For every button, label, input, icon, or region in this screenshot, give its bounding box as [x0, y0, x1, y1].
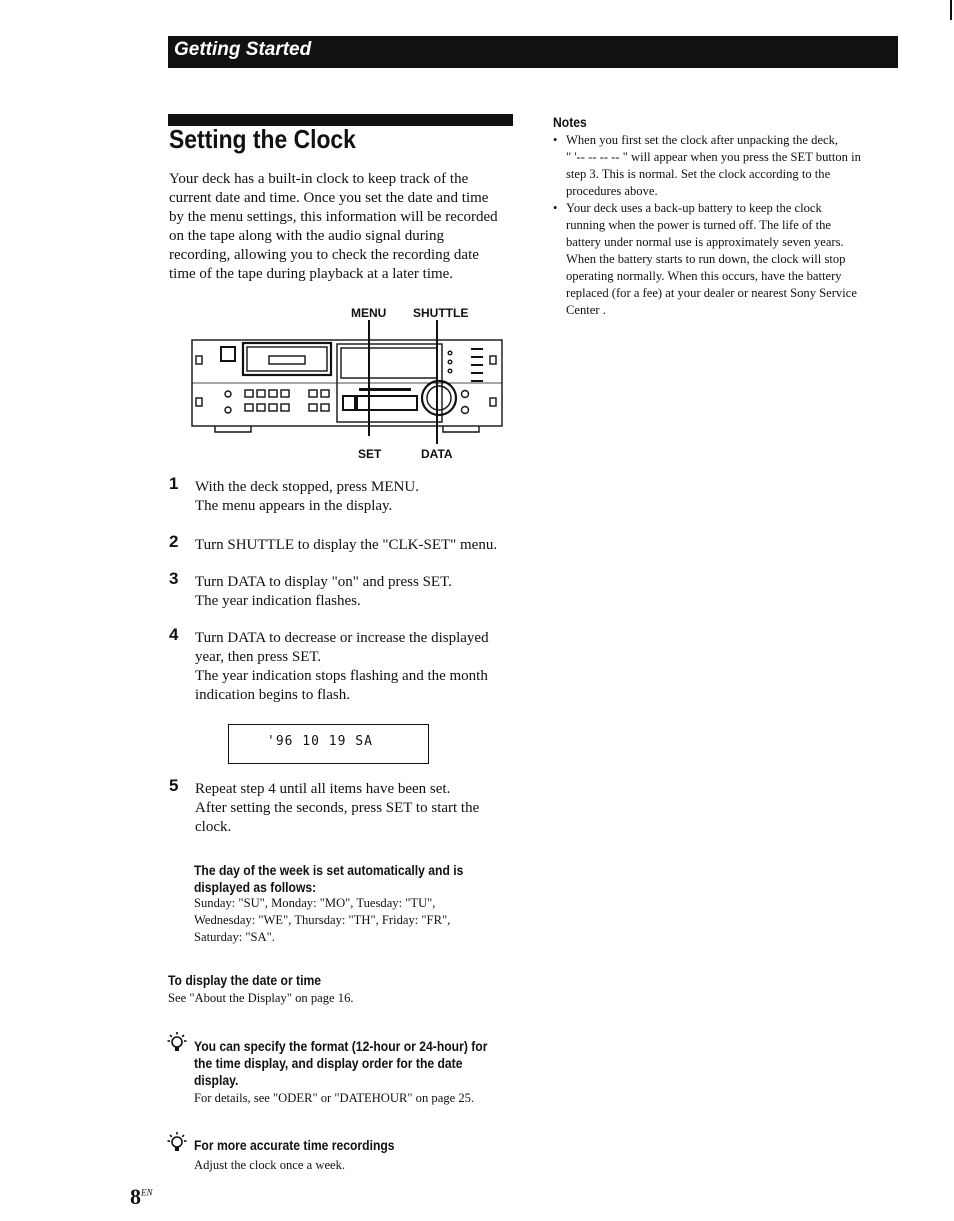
step-text — [195, 573, 452, 611]
intro-line: time of the tape during playback at a later time. — [169, 265, 454, 282]
step-number: 1 — [169, 474, 179, 493]
note-line: operating normally. When this occurs, have the battery — [566, 269, 842, 283]
label-shuttle: SHUTTLE — [413, 306, 469, 320]
note-line: procedures above. — [566, 184, 658, 198]
note-line: step 3. This is normal. Set the clock according to the — [566, 167, 831, 181]
tip-text: For details, see "ODER" or "DATEHOUR" on page 25. — [194, 1091, 475, 1105]
note-line: • When you first set the clock after unpacking the deck, — [566, 133, 839, 147]
display-date-heading: To display the date or time — [168, 973, 322, 988]
step-line: With the deck stopped, press MENU. — [195, 479, 419, 495]
step-line: year, then press SET. — [195, 648, 322, 665]
step-line: Turn DATA to display "on" and press SET. — [195, 574, 452, 590]
step-line: The menu appears in the display. — [195, 497, 393, 514]
edge-mark — [950, 0, 952, 20]
step-text — [195, 478, 419, 516]
day-line: Saturday: "SA". — [194, 930, 275, 944]
intro-line: recording, allowing you to check the recording date — [169, 246, 479, 263]
step-line: After setting the seconds, press SET to start the — [195, 799, 480, 816]
intro-line: current date and time. Once you set the date and time — [169, 189, 489, 206]
note-item — [553, 132, 898, 200]
step-line: The year indication flashes. — [195, 592, 361, 609]
step-line: Repeat step 4 until all items have been set. — [195, 781, 451, 797]
note-line: battery under normal use is approximately seven years. — [566, 235, 844, 249]
note-line: • Your deck uses a back-up battery to keep the clock — [566, 201, 822, 215]
step-line: Turn SHUTTLE to display the "CLK-SET" menu. — [195, 537, 498, 553]
tip-lightbulb-icon — [166, 1030, 188, 1052]
step-line: Turn DATA to decrease or increase the displayed — [195, 630, 489, 646]
note-line: Center . — [566, 303, 606, 317]
label-menu: MENU — [351, 306, 387, 320]
notes-list — [553, 132, 898, 319]
step-text — [195, 780, 479, 837]
step-number: 3 — [169, 569, 179, 588]
display-date-text: See "About the Display" on page 16. — [168, 991, 354, 1005]
page-number — [130, 1184, 153, 1210]
heading-line: You can specify the format (12-hour or 24-hour) for — [194, 1039, 488, 1054]
note-line: running when the power is turned off. The life of the — [566, 218, 831, 232]
intro-paragraph — [169, 170, 519, 283]
step-text — [195, 536, 497, 555]
step-number: 2 — [169, 532, 179, 551]
day-line: Sunday: "SU", Monday: "MO", Tuesday: "TU", — [194, 896, 436, 910]
note-line: " '-- -- -- -- " will appear when you press the SET button in — [566, 150, 861, 164]
intro-line: on the tape along with the audio signal during — [169, 227, 444, 244]
heading-line: displayed as follows: — [194, 880, 317, 895]
day-of-week-heading — [194, 862, 463, 896]
notes-heading: Notes — [553, 115, 587, 130]
tip-text: Adjust the clock once a week. — [194, 1158, 346, 1172]
day-line: Wednesday: "WE", Thursday: "TH", Friday: "FR", — [194, 913, 451, 927]
intro-line: Your deck has a built-in clock to keep track of the — [169, 171, 469, 187]
section-title: Getting Started — [174, 39, 312, 60]
label-set: SET — [358, 447, 382, 461]
deck-front-panel-illustration — [185, 318, 505, 448]
page-number-value: 8 — [130, 1184, 141, 1209]
heading-line: the time display, and display order for the date — [194, 1056, 463, 1071]
tip-lightbulb-icon — [166, 1130, 188, 1152]
heading-line: display. — [194, 1073, 239, 1088]
step-number: 5 — [169, 776, 179, 795]
display-example-text: '96 10 19 SA — [267, 734, 373, 749]
step-number: 4 — [169, 625, 179, 644]
label-data: DATA — [421, 447, 453, 461]
section-banner — [168, 36, 898, 68]
page-number-suffix: EN — [141, 1187, 153, 1198]
intro-line: by the menu settings, this information will be recorded — [169, 208, 498, 225]
display-example-box — [228, 724, 429, 764]
step-line: clock. — [195, 818, 232, 835]
note-item — [553, 200, 898, 319]
heading-line: For more accurate time recordings — [194, 1138, 395, 1153]
day-of-week-list — [194, 895, 450, 946]
step-text — [195, 629, 489, 705]
note-line: replaced (for a fee) at your dealer or nearest Sony Service — [566, 286, 857, 300]
tip-heading — [194, 1038, 487, 1089]
step-line: The year indication stops flashing and the month — [195, 667, 488, 684]
note-line: When the battery starts to run down, the clock will stop — [566, 252, 846, 266]
step-line: indication begins to flash. — [195, 686, 350, 703]
page-title: Setting the Clock — [169, 124, 356, 154]
tip-heading — [194, 1137, 395, 1154]
heading-line: The day of the week is set automatically and is — [194, 863, 464, 878]
